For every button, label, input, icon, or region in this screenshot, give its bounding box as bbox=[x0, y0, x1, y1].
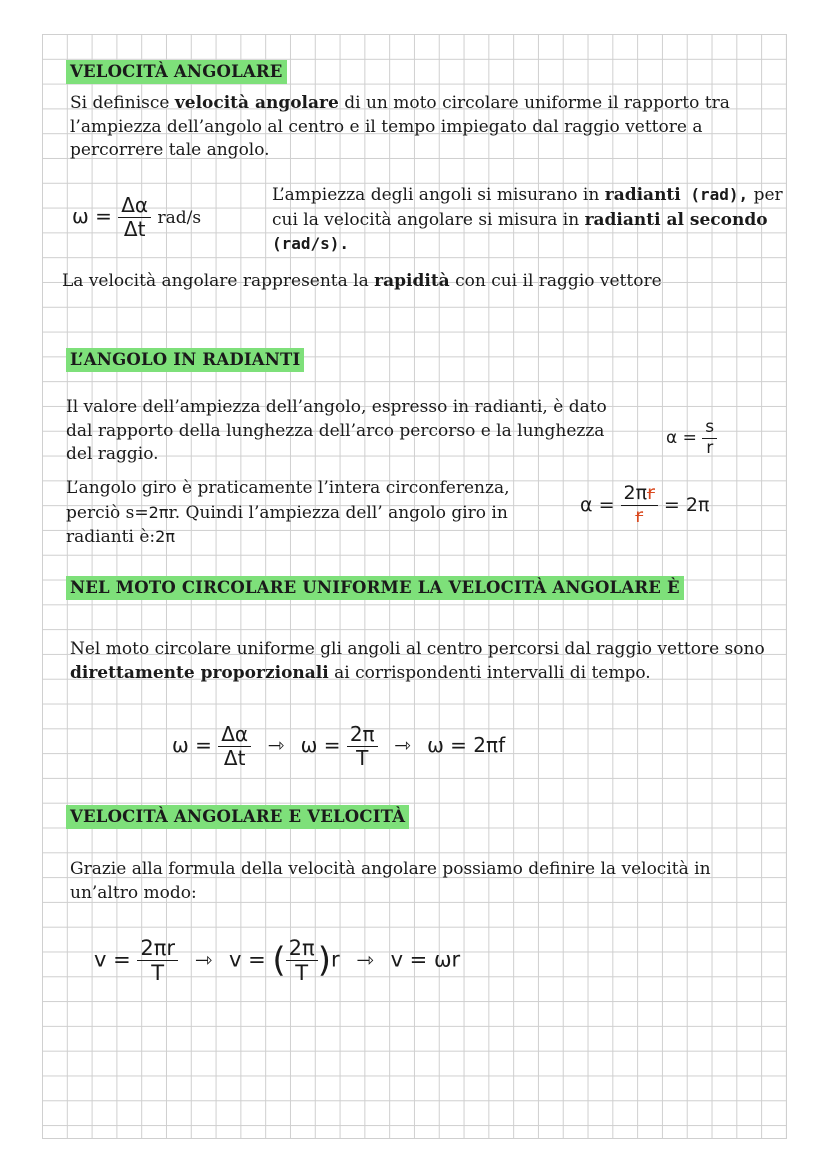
velocity-derivation-formula: v = $\frac{2\pi r}{T}$ ⇾ v = ( $\frac{2\pi}{T}$ )r ⇾ v = ωr bbox=[94, 936, 461, 986]
heading-velocita-angolare-e-velocita: VELOCITÀ ANGOLARE E VELOCITÀ bbox=[66, 805, 409, 829]
full-angle-formula: α = $\frac{2\pi r}{r}$ = 2π bbox=[580, 482, 710, 527]
arrow-icon: ⇾ bbox=[393, 733, 411, 757]
velocity-paragraph: Grazie alla formula della velocità angolare possiamo definire la velocità in un’altro modo: bbox=[70, 859, 711, 903]
rapidity-paragraph: La velocità angolare rappresenta la rapidità con cui il raggio vettore bbox=[62, 271, 662, 291]
full-angle-paragraph: L’angolo giro è praticamente l’intera circonferenza, perciò s=2πr. Quindi l’ampiezza dell’ angolo giro in radianti è:2π bbox=[66, 478, 510, 547]
arrow-icon: ⇾ bbox=[194, 947, 213, 972]
omega-formula: ω = $\frac{\Delta\alpha}{\Delta t}$ rad/s bbox=[72, 193, 202, 241]
alpha-s-over-r-formula: α = $\frac{s}{r}$ bbox=[666, 418, 717, 458]
heading-moto-circolare-uniforme: NEL MOTO CIRCOLARE UNIFORME LA VELOCITÀ ANGOLARE È bbox=[66, 576, 684, 600]
definition-paragraph: Si definisce velocità angolare di un moto circolare uniforme il rapporto tra l’ampiezza dell’angolo al centro e il tempo impiegato dal raggio vettore a percorrere tale angolo. bbox=[70, 93, 730, 160]
omega-derivation-formula: ω = $\frac{\Delta\alpha}{\Delta t}$ ⇾ ω = $\frac{2\pi}{T}$ ⇾ ω = 2πf bbox=[172, 722, 506, 770]
heading-velocita-angolare: VELOCITÀ ANGOLARE bbox=[66, 60, 287, 84]
radian-units-note: L’ampiezza degli angoli si misurano in radianti (rad), per cui la velocità angolare si misura in radianti al secondo (rad/s). bbox=[272, 185, 783, 253]
radian-definition-paragraph: Il valore dell’ampiezza dell’angolo, espresso in radianti, è dato dal rapporto della lunghezza dell’arco percorso e la lunghezza del raggio. bbox=[66, 397, 607, 464]
heading-angolo-radianti: L’ANGOLO IN RADIANTI bbox=[66, 348, 304, 372]
arrow-icon: ⇾ bbox=[267, 733, 285, 757]
proportional-paragraph: Nel moto circolare uniforme gli angoli al centro percorsi dal raggio vettore sono direttamente proporzionali ai corrispondenti intervalli di tempo. bbox=[70, 639, 765, 683]
arrow-icon: ⇾ bbox=[356, 947, 374, 972]
